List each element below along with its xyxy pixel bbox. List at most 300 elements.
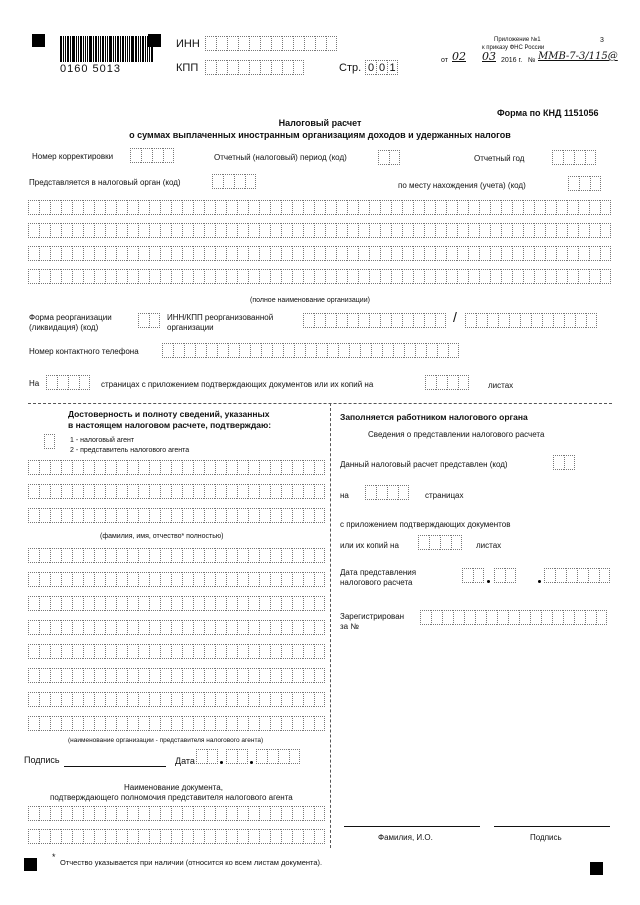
input-cell[interactable]: [336, 269, 347, 284]
input-cell[interactable]: [303, 460, 314, 475]
input-cell[interactable]: [127, 548, 138, 563]
input-cell[interactable]: [314, 596, 325, 611]
input-cell[interactable]: [270, 460, 281, 475]
date-year-cells[interactable]: [256, 749, 300, 764]
input-cell[interactable]: [585, 150, 596, 165]
input-cell[interactable]: [248, 246, 259, 261]
input-cell[interactable]: [50, 269, 61, 284]
input-cell[interactable]: [193, 829, 204, 844]
input-cell[interactable]: [237, 246, 248, 261]
input-cell[interactable]: [149, 313, 160, 328]
input-cell[interactable]: [50, 829, 61, 844]
input-cell[interactable]: [435, 269, 446, 284]
input-cell[interactable]: [237, 668, 248, 683]
input-cell[interactable]: [360, 343, 371, 358]
input-cell[interactable]: [182, 200, 193, 215]
input-cell[interactable]: [371, 343, 382, 358]
input-cell[interactable]: [270, 508, 281, 523]
input-cell[interactable]: [413, 223, 424, 238]
input-cell[interactable]: [259, 200, 270, 215]
input-cell[interactable]: [182, 548, 193, 563]
input-cell[interactable]: [237, 806, 248, 821]
input-cell[interactable]: [237, 644, 248, 659]
input-cell[interactable]: [193, 572, 204, 587]
input-cell[interactable]: [83, 269, 94, 284]
input-cell[interactable]: [171, 668, 182, 683]
input-cell[interactable]: [303, 692, 314, 707]
input-cell[interactable]: [590, 176, 601, 191]
input-cell[interactable]: [512, 223, 523, 238]
input-cell[interactable]: [468, 246, 479, 261]
input-cell[interactable]: [413, 246, 424, 261]
input-cell[interactable]: [217, 343, 228, 358]
input-cell[interactable]: [237, 749, 248, 764]
input-cell[interactable]: [50, 484, 61, 499]
input-cell[interactable]: [28, 829, 39, 844]
input-cell[interactable]: [259, 596, 270, 611]
input-cell[interactable]: [303, 269, 314, 284]
input-cell[interactable]: [226, 460, 237, 475]
input-cell[interactable]: [171, 829, 182, 844]
input-cell[interactable]: [149, 223, 160, 238]
input-cell[interactable]: [182, 644, 193, 659]
input-cell[interactable]: [138, 644, 149, 659]
input-cell[interactable]: [216, 60, 227, 75]
input-cell[interactable]: [509, 313, 520, 328]
input-cell[interactable]: [505, 568, 516, 583]
input-cell[interactable]: [336, 200, 347, 215]
input-cell[interactable]: [162, 343, 173, 358]
input-cell[interactable]: [249, 36, 260, 51]
reorg-inn-cells[interactable]: [303, 313, 446, 328]
input-cell[interactable]: [259, 508, 270, 523]
input-cell[interactable]: [50, 668, 61, 683]
input-cell[interactable]: [171, 596, 182, 611]
input-cell[interactable]: [204, 246, 215, 261]
input-cell[interactable]: [501, 200, 512, 215]
input-cell[interactable]: [303, 829, 314, 844]
input-cell[interactable]: [424, 200, 435, 215]
input-cell[interactable]: [303, 246, 314, 261]
input-cell[interactable]: [303, 484, 314, 499]
input-cell[interactable]: [39, 200, 50, 215]
input-cell[interactable]: [458, 375, 469, 390]
input-cell[interactable]: [215, 508, 226, 523]
input-cell[interactable]: [50, 223, 61, 238]
input-cell[interactable]: [72, 484, 83, 499]
input-cell[interactable]: [28, 548, 39, 563]
input-cell[interactable]: [589, 223, 600, 238]
input-cell[interactable]: [61, 829, 72, 844]
input-cell[interactable]: [270, 668, 281, 683]
input-cell[interactable]: [83, 572, 94, 587]
input-cell[interactable]: [259, 620, 270, 635]
input-cell[interactable]: [336, 246, 347, 261]
input-cell[interactable]: [358, 223, 369, 238]
input-cell[interactable]: [578, 246, 589, 261]
input-cell[interactable]: [259, 246, 270, 261]
input-cell[interactable]: [523, 223, 534, 238]
input-cell[interactable]: [292, 806, 303, 821]
input-cell[interactable]: [501, 269, 512, 284]
input-cell[interactable]: [248, 596, 259, 611]
input-cell[interactable]: [215, 246, 226, 261]
input-cell[interactable]: [127, 829, 138, 844]
input-cell[interactable]: [586, 313, 597, 328]
input-cell[interactable]: [138, 548, 149, 563]
input-cell[interactable]: [127, 200, 138, 215]
input-cell[interactable]: [193, 269, 204, 284]
input-cell[interactable]: [465, 313, 476, 328]
input-cell[interactable]: [436, 375, 447, 390]
input-cell[interactable]: [325, 269, 336, 284]
submitted-sheets-cells[interactable]: [418, 535, 462, 550]
input-cell[interactable]: [39, 806, 50, 821]
input-cell[interactable]: [369, 200, 380, 215]
input-cell[interactable]: [182, 716, 193, 731]
input-cell[interactable]: [564, 455, 575, 470]
input-cell[interactable]: [358, 246, 369, 261]
input-cell[interactable]: [391, 200, 402, 215]
input-cell[interactable]: [294, 343, 305, 358]
input-cell[interactable]: [72, 223, 83, 238]
input-cell[interactable]: [314, 269, 325, 284]
submitted-pages-cells[interactable]: [365, 485, 409, 500]
input-cell[interactable]: [127, 668, 138, 683]
input-cell[interactable]: [127, 596, 138, 611]
input-cell[interactable]: [424, 313, 435, 328]
input-cell[interactable]: [215, 223, 226, 238]
input-cell[interactable]: [420, 610, 431, 625]
input-cell[interactable]: [281, 644, 292, 659]
input-cell[interactable]: [226, 223, 237, 238]
reporting-period-cells[interactable]: [378, 150, 400, 165]
input-cell[interactable]: [204, 806, 215, 821]
input-cell[interactable]: [46, 375, 57, 390]
input-cell[interactable]: [193, 692, 204, 707]
input-cell[interactable]: [239, 343, 250, 358]
input-cell[interactable]: [314, 223, 325, 238]
input-cell[interactable]: [94, 806, 105, 821]
input-cell[interactable]: [226, 644, 237, 659]
input-cell[interactable]: [226, 716, 237, 731]
input-cell[interactable]: [127, 572, 138, 587]
input-cell[interactable]: [568, 176, 579, 191]
agent-org-row[interactable]: [28, 596, 325, 611]
input-cell[interactable]: [248, 200, 259, 215]
input-cell[interactable]: [435, 200, 446, 215]
input-cell[interactable]: [281, 246, 292, 261]
input-cell[interactable]: [28, 716, 39, 731]
agent-org-row[interactable]: [28, 716, 325, 731]
input-cell[interactable]: [94, 572, 105, 587]
input-cell[interactable]: [72, 508, 83, 523]
input-cell[interactable]: [127, 269, 138, 284]
input-cell[interactable]: [292, 508, 303, 523]
submission-month-cells[interactable]: [494, 568, 516, 583]
reorg-kpp-cells[interactable]: [465, 313, 597, 328]
input-cell[interactable]: [204, 200, 215, 215]
input-cell[interactable]: [457, 269, 468, 284]
input-cell[interactable]: [575, 313, 586, 328]
input-cell[interactable]: [204, 508, 215, 523]
input-cell[interactable]: [303, 200, 314, 215]
input-cell[interactable]: [347, 200, 358, 215]
input-cell[interactable]: [391, 223, 402, 238]
input-cell[interactable]: [369, 313, 380, 328]
page-number-cells[interactable]: [365, 60, 398, 75]
input-cell[interactable]: [259, 269, 270, 284]
input-cell[interactable]: [193, 200, 204, 215]
input-cell[interactable]: [207, 749, 218, 764]
org-name-row[interactable]: [28, 246, 611, 261]
input-cell[interactable]: [160, 508, 171, 523]
input-cell[interactable]: [237, 716, 248, 731]
input-cell[interactable]: [149, 644, 160, 659]
input-cell[interactable]: [555, 568, 566, 583]
input-cell[interactable]: [39, 620, 50, 635]
input-cell[interactable]: [563, 150, 574, 165]
input-cell[interactable]: [303, 620, 314, 635]
input-cell[interactable]: [237, 596, 248, 611]
input-cell[interactable]: [94, 692, 105, 707]
input-cell[interactable]: [325, 200, 336, 215]
input-cell[interactable]: [160, 572, 171, 587]
input-cell[interactable]: [238, 60, 249, 75]
input-cell[interactable]: [149, 200, 160, 215]
input-cell[interactable]: [282, 36, 293, 51]
input-cell[interactable]: [402, 223, 413, 238]
input-cell[interactable]: [325, 313, 336, 328]
input-cell[interactable]: [281, 596, 292, 611]
input-cell[interactable]: [138, 313, 149, 328]
org-name-row[interactable]: [28, 223, 611, 238]
input-cell[interactable]: [435, 246, 446, 261]
input-cell[interactable]: [182, 620, 193, 635]
input-cell[interactable]: [249, 60, 260, 75]
input-cell[interactable]: [303, 716, 314, 731]
phone-cells[interactable]: [162, 343, 459, 358]
input-cell[interactable]: [281, 829, 292, 844]
submission-day-cells[interactable]: [462, 568, 484, 583]
input-cell[interactable]: [226, 484, 237, 499]
input-cell[interactable]: [545, 269, 556, 284]
input-cell[interactable]: [376, 485, 387, 500]
input-cell[interactable]: [314, 620, 325, 635]
input-cell[interactable]: [237, 484, 248, 499]
input-cell[interactable]: [204, 620, 215, 635]
input-cell[interactable]: [61, 548, 72, 563]
input-cell[interactable]: [228, 343, 239, 358]
input-cell[interactable]: [160, 269, 171, 284]
input-cell[interactable]: [457, 200, 468, 215]
input-cell[interactable]: [116, 829, 127, 844]
input-cell[interactable]: [248, 269, 259, 284]
input-cell[interactable]: [425, 375, 436, 390]
input-cell[interactable]: [105, 508, 116, 523]
input-cell[interactable]: [245, 174, 256, 189]
input-cell[interactable]: [223, 174, 234, 189]
input-cell[interactable]: [28, 572, 39, 587]
input-cell[interactable]: [226, 246, 237, 261]
input-cell[interactable]: [182, 572, 193, 587]
input-cell[interactable]: [105, 246, 116, 261]
input-cell[interactable]: [293, 60, 304, 75]
input-cell[interactable]: [283, 343, 294, 358]
input-cell[interactable]: [292, 829, 303, 844]
input-cell[interactable]: [39, 668, 50, 683]
input-cell[interactable]: [578, 269, 589, 284]
input-cell[interactable]: [61, 508, 72, 523]
input-cell[interactable]: [171, 806, 182, 821]
input-cell[interactable]: [105, 572, 116, 587]
input-cell[interactable]: [215, 668, 226, 683]
input-cell[interactable]: [382, 343, 393, 358]
input-cell[interactable]: [237, 692, 248, 707]
input-cell[interactable]: [523, 200, 534, 215]
input-cell[interactable]: [267, 749, 278, 764]
agent-org-row[interactable]: [28, 620, 325, 635]
input-cell[interactable]: [475, 610, 486, 625]
input-cell[interactable]: [248, 572, 259, 587]
input-cell[interactable]: [61, 269, 72, 284]
input-cell[interactable]: [127, 644, 138, 659]
input-cell[interactable]: [138, 596, 149, 611]
input-cell[interactable]: [28, 200, 39, 215]
input-cell[interactable]: [270, 484, 281, 499]
input-cell[interactable]: [303, 806, 314, 821]
input-cell[interactable]: [292, 668, 303, 683]
input-cell[interactable]: [369, 269, 380, 284]
input-cell[interactable]: [542, 313, 553, 328]
input-cell[interactable]: [393, 343, 404, 358]
input-cell[interactable]: [260, 60, 271, 75]
input-cell[interactable]: [116, 716, 127, 731]
input-cell[interactable]: [380, 269, 391, 284]
input-cell[interactable]: [72, 668, 83, 683]
input-cell[interactable]: [94, 829, 105, 844]
input-cell[interactable]: [83, 460, 94, 475]
input-cell[interactable]: [281, 716, 292, 731]
input-cell[interactable]: [303, 313, 314, 328]
input-cell[interactable]: [248, 668, 259, 683]
input-cell[interactable]: [227, 60, 238, 75]
input-cell[interactable]: [226, 749, 237, 764]
input-cell[interactable]: [39, 484, 50, 499]
correction-number-cells[interactable]: [130, 148, 174, 163]
input-cell[interactable]: [61, 484, 72, 499]
input-cell[interactable]: [248, 644, 259, 659]
input-cell[interactable]: [127, 508, 138, 523]
input-cell[interactable]: [600, 246, 611, 261]
input-cell[interactable]: [391, 269, 402, 284]
input-cell[interactable]: [281, 508, 292, 523]
input-cell[interactable]: [193, 460, 204, 475]
input-cell[interactable]: [226, 548, 237, 563]
input-cell[interactable]: [204, 223, 215, 238]
input-cell[interactable]: [270, 829, 281, 844]
input-cell[interactable]: [281, 460, 292, 475]
input-cell[interactable]: [138, 269, 149, 284]
authority-doc-row[interactable]: [28, 806, 325, 821]
input-cell[interactable]: [237, 829, 248, 844]
input-cell[interactable]: [270, 620, 281, 635]
input-cell[interactable]: [163, 148, 174, 163]
input-cell[interactable]: [83, 246, 94, 261]
input-cell[interactable]: [512, 246, 523, 261]
input-cell[interactable]: [446, 269, 457, 284]
input-cell[interactable]: [72, 572, 83, 587]
input-cell[interactable]: [28, 668, 39, 683]
input-cell[interactable]: [413, 269, 424, 284]
input-cell[interactable]: [556, 269, 567, 284]
input-cell[interactable]: [237, 460, 248, 475]
input-cell[interactable]: [600, 269, 611, 284]
input-cell[interactable]: [28, 596, 39, 611]
input-cell[interactable]: [479, 246, 490, 261]
input-cell[interactable]: [94, 620, 105, 635]
input-cell[interactable]: [94, 644, 105, 659]
input-cell[interactable]: [50, 644, 61, 659]
input-cell[interactable]: [501, 223, 512, 238]
input-cell[interactable]: [292, 620, 303, 635]
input-cell[interactable]: [347, 246, 358, 261]
reporting-year-cells[interactable]: [552, 150, 596, 165]
input-cell[interactable]: [72, 200, 83, 215]
input-cell[interactable]: [204, 829, 215, 844]
input-cell[interactable]: [215, 460, 226, 475]
input-cell[interactable]: [270, 200, 281, 215]
input-cell[interactable]: [61, 200, 72, 215]
input-cell[interactable]: [248, 548, 259, 563]
input-cell[interactable]: [237, 269, 248, 284]
input-cell[interactable]: [413, 200, 424, 215]
input-cell[interactable]: [248, 508, 259, 523]
input-cell[interactable]: [160, 246, 171, 261]
input-cell[interactable]: [130, 148, 141, 163]
input-cell[interactable]: [314, 548, 325, 563]
input-cell[interactable]: [149, 484, 160, 499]
input-cell[interactable]: [497, 610, 508, 625]
input-cell[interactable]: [378, 150, 389, 165]
input-cell[interactable]: [347, 223, 358, 238]
input-cell[interactable]: [39, 508, 50, 523]
input-cell[interactable]: [446, 223, 457, 238]
input-cell[interactable]: [50, 716, 61, 731]
input-cell[interactable]: [160, 460, 171, 475]
input-cell[interactable]: [552, 150, 563, 165]
input-cell[interactable]: [204, 692, 215, 707]
date-month-cells[interactable]: [226, 749, 248, 764]
input-cell[interactable]: [508, 610, 519, 625]
input-cell[interactable]: [303, 644, 314, 659]
input-cell[interactable]: [94, 460, 105, 475]
input-cell[interactable]: [369, 246, 380, 261]
input-cell[interactable]: [94, 548, 105, 563]
input-cell[interactable]: [193, 596, 204, 611]
input-cell[interactable]: [426, 343, 437, 358]
input-cell[interactable]: [127, 460, 138, 475]
input-cell[interactable]: [325, 223, 336, 238]
input-cell[interactable]: [171, 200, 182, 215]
input-cell[interactable]: [127, 246, 138, 261]
input-cell[interactable]: [193, 246, 204, 261]
pages-count-cells[interactable]: [46, 375, 90, 390]
input-cell[interactable]: [116, 223, 127, 238]
input-cell[interactable]: [437, 343, 448, 358]
input-cell[interactable]: [596, 610, 607, 625]
input-cell[interactable]: [83, 692, 94, 707]
